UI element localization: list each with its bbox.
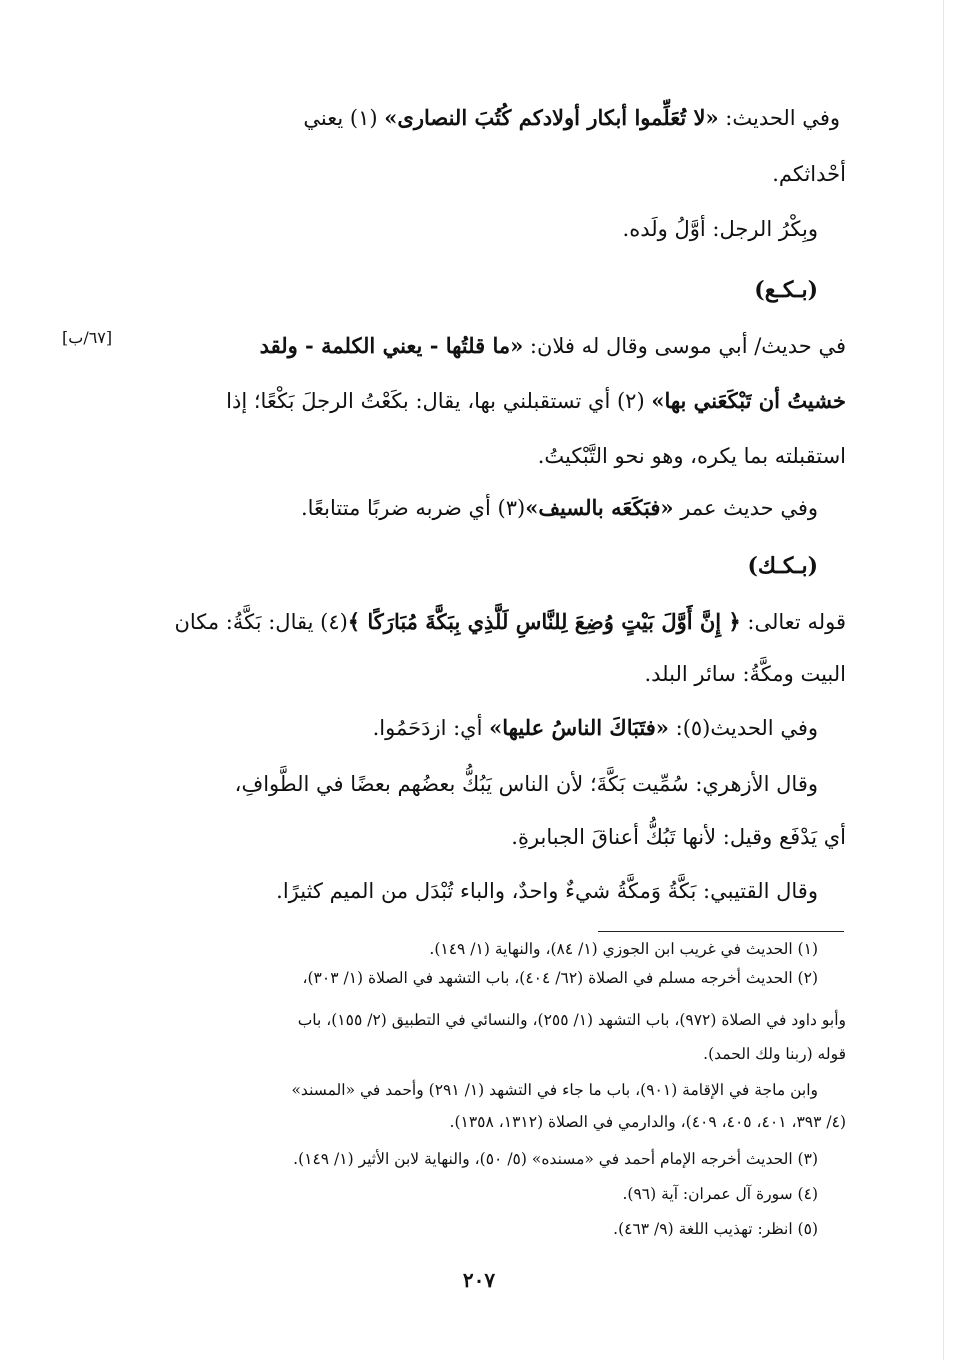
paragraph-1-line-2: أحْداثكم.	[772, 162, 846, 186]
footnote-4: (٤) سورة آل عمران: آية (٩٦).	[622, 1185, 818, 1203]
paragraph-8: وقال القتيبي: بَكَّةُ وَمكَّةُ شيءٌ واحدٌ، والباء تُبْدَل من الميم كثيرًا.	[276, 879, 818, 903]
text-run: (٤) يقال: بَكَّةُ: مكان	[174, 610, 348, 634]
footnote-2-line-1: (٢) الحديث أخرجه مسلم في الصلاة (٦٢/ ٤٠٤)، باب التشهد في الصلاة (١/ ٣٠٣)،	[302, 969, 818, 987]
footnote-2-line-4: وابن ماجة في الإقامة (٩٠١)، باب ما جاء في التشهد (١/ ٢٩١) وأحمد في «المسند»	[291, 1081, 818, 1099]
text-run: وفي حديث عمر	[673, 496, 818, 520]
entry-heading-bk-a: (بـكـع)	[754, 277, 818, 303]
text-run: (٣) أي ضربه ضربًا متتابعًا.	[300, 496, 526, 520]
page-number: ٢٠٧	[462, 1268, 496, 1292]
text-run: أي: ازدَحَمُوا.	[372, 716, 490, 740]
hadith-quote: «فبَكَعَه بالسيف»	[525, 495, 674, 520]
footnote-separator	[598, 931, 844, 932]
paragraph-3-line-2	[226, 385, 846, 417]
text-run: قوله تعالى:	[740, 610, 846, 634]
hadith-quote: خشيتُ أن تَبْكَعَني بها»	[651, 388, 846, 413]
hadith-quote: «ما قلتُها - يعني الكلمة - ولقد	[259, 333, 524, 358]
manuscript-folio-marker: [٦٧/ب]	[62, 328, 113, 347]
paragraph-6	[373, 712, 818, 744]
text-run: وفي الحديث(٥):	[668, 716, 818, 740]
paragraph-1-line-1	[303, 102, 840, 134]
paragraph-7-line-2: أي يَدْفَع وقيل: لأنها تَبُكُّ أعناقَ الجبابرةِ.	[511, 825, 846, 849]
text-run: وفي الحديث:	[718, 106, 840, 130]
footnote-2-line-2: وأبو داود في الصلاة (٩٧٢)، باب التشهد (١/ ٢٥٥)، والنسائي في التطبيق (٢/ ١٥٥)، باب	[297, 1011, 846, 1029]
footnote-2-line-5: (٤/ ٣٩٣، ٤٠١، ٤٠٥، ٤٠٩)، والدارمي في الصلاة (١٣١٢، ١٣٥٨).	[449, 1113, 846, 1131]
text-run: (٢) أي تستقبلني بها، يقال: بكَعْتُ الرجلَ بَكْعًا؛ إذا	[226, 389, 652, 413]
paragraph-7-line-1: وقال الأزهري: سُمِّيت بَكَّةَ؛ لأن الناس يَبُكُّ بعضُهم بعضًا في الطَّوافِ،	[234, 772, 818, 796]
paragraph-2: وبِكْرُ الرجل: أوَّلُ ولَده.	[622, 217, 818, 241]
text-run: (١) يعني	[303, 106, 385, 130]
paragraph-4	[301, 492, 818, 524]
footnote-5: (٥) انظر: تهذيب اللغة (٩/ ٤٦٣).	[613, 1220, 818, 1238]
footnote-1: (١) الحديث في غريب ابن الجوزي (١/ ٨٤)، والنهاية (١/ ١٤٩).	[429, 940, 818, 958]
hadith-quote: «لا تُعَلِّموا أبكار أولادكم كُتُبَ النصارى»	[384, 105, 719, 130]
footnote-3: (٣) الحديث أخرجه الإمام أحمد في «مسنده» (٥/ ٥٠)، والنهاية لابن الأثير (١/ ١٤٩).	[293, 1150, 818, 1168]
text-run: في حديث/ أبي موسى وقال له فلان:	[523, 334, 846, 358]
paragraph-5-line-2: البيت ومكَّةُ: سائر البلد.	[644, 662, 846, 686]
entry-heading-bkk: (بـكـك)	[747, 553, 818, 579]
paragraph-3-line-1	[260, 330, 846, 362]
footnote-2-line-3: قوله (ربنا ولك الحمد).	[703, 1045, 846, 1063]
quran-verse: ﴿ إِنَّ أَوَّلَ بَيْتٍ وُضِعَ لِلنَّاسِ لَلَّذِي بِبَكَّةَ مُبَارَكًا ﴾	[347, 609, 741, 634]
paragraph-3-line-3: استقبلته بما يكره، وهو نحو التَّبْكيتُ.	[537, 444, 846, 468]
paragraph-5-line-1	[174, 606, 846, 638]
hadith-quote: «فتَبَاكَ الناسُ عليها»	[489, 715, 669, 740]
